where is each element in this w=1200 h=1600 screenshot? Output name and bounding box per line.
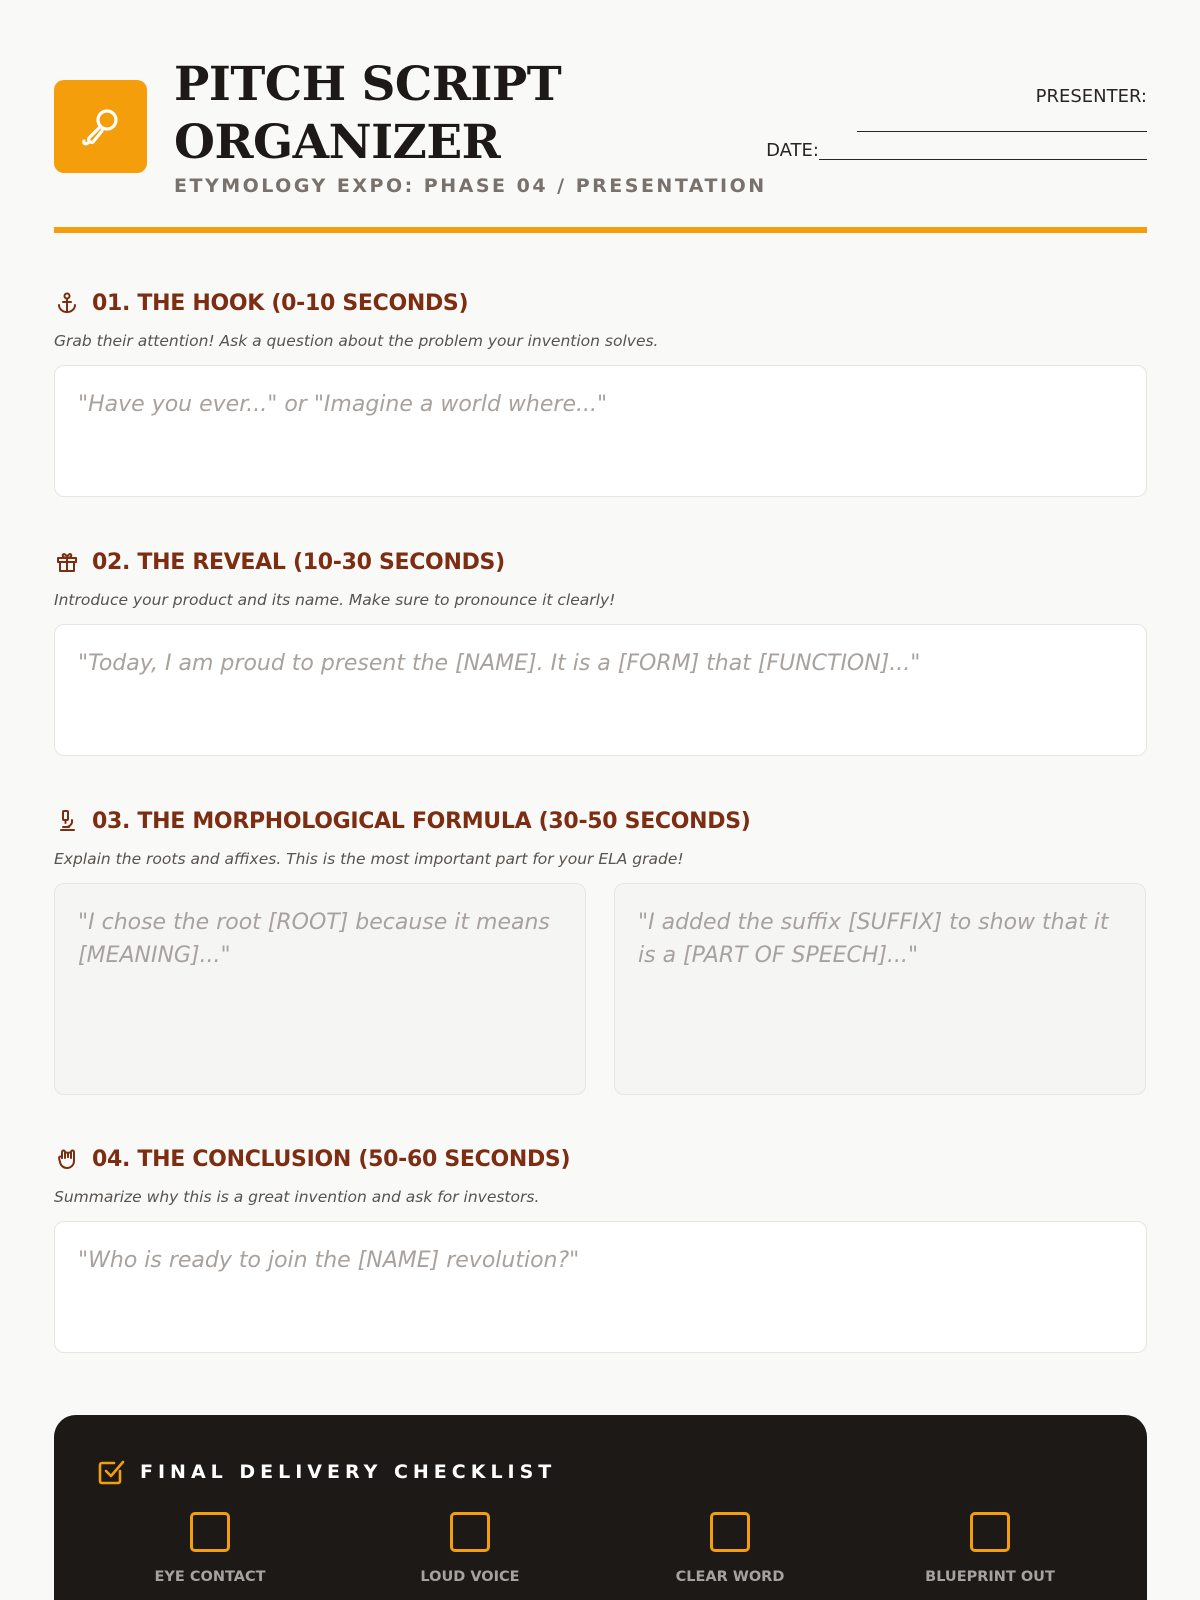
checkbox-checked-icon [96, 1457, 126, 1487]
microscope-icon [54, 808, 80, 834]
gift-icon [54, 549, 80, 575]
section-description: Explain the roots and affixes. This is the most important part for your ELA grade! [54, 850, 684, 868]
suffix-explanation-field[interactable]: "I added the suffix [SUFFIX] to show that it is a [PART OF SPEECH]..." [614, 883, 1146, 1095]
conclusion-script-field[interactable]: "Who is ready to join the [NAME] revolution?" [54, 1221, 1147, 1353]
section-title: 01. THE HOOK (0-10 SECONDS) [92, 290, 469, 316]
page-title [174, 56, 694, 172]
checkbox[interactable] [710, 1512, 750, 1552]
presenter-field[interactable] [857, 131, 1147, 132]
page-subtitle: ETYMOLOGY EXPO: PHASE 04 / PRESENTATION [174, 175, 767, 197]
section-description: Grab their attention! Ask a question about the problem your invention solves. [54, 332, 659, 350]
checkbox[interactable] [450, 1512, 490, 1552]
section-header [54, 1144, 1147, 1174]
section-header [54, 288, 1147, 318]
final-delivery-checklist [54, 1415, 1147, 1600]
section-morphological-formula [54, 806, 1147, 1095]
header [54, 56, 1147, 206]
section-title: 02. THE REVEAL (10-30 SECONDS) [92, 549, 505, 575]
checklist-title: FINAL DELIVERY CHECKLIST [140, 1461, 557, 1483]
section-header [54, 547, 1147, 577]
logo-badge [54, 80, 147, 173]
checklist-item-loud-voice[interactable] [370, 1512, 570, 1585]
hand-rock-icon [54, 1146, 80, 1172]
section-conclusion [54, 1144, 1147, 1353]
section-title: 04. THE CONCLUSION (50-60 SECONDS) [92, 1146, 571, 1172]
checklist-item-clear-word[interactable] [630, 1512, 830, 1585]
title-line-2: ORGANIZER [174, 115, 501, 170]
header-divider [54, 227, 1147, 233]
root-explanation-field[interactable]: "I chose the root [ROOT] because it means [MEANING]..." [54, 883, 586, 1095]
checklist-item-blueprint-out[interactable] [890, 1512, 1090, 1585]
checklist-item-label: LOUD VOICE [420, 1569, 520, 1585]
date-label: DATE: [766, 140, 819, 161]
checklist-items [54, 1512, 1147, 1600]
checkbox[interactable] [970, 1512, 1010, 1552]
presenter-label: PRESENTER: [1035, 86, 1147, 107]
reveal-script-field[interactable]: "Today, I am proud to present the [NAME]. It is a [FORM] that [FUNCTION]..." [54, 624, 1147, 756]
pitch-script-worksheet [54, 0, 1147, 1600]
checklist-header [96, 1457, 556, 1487]
checklist-item-label: EYE CONTACT [154, 1569, 266, 1585]
section-reveal [54, 547, 1147, 756]
checklist-item-eye-contact[interactable] [110, 1512, 310, 1585]
microphone-icon [78, 104, 124, 150]
section-hook [54, 288, 1147, 497]
checklist-item-label: CLEAR WORD [675, 1569, 785, 1585]
title-line-1: PITCH SCRIPT [174, 57, 562, 112]
hook-script-field[interactable]: "Have you ever..." or "Imagine a world where..." [54, 365, 1147, 497]
section-description: Introduce your product and its name. Make sure to pronounce it clearly! [54, 591, 616, 609]
checkbox[interactable] [190, 1512, 230, 1552]
section-title: 03. THE MORPHOLOGICAL FORMULA (30-50 SECONDS) [92, 808, 751, 834]
date-field[interactable] [819, 159, 1147, 160]
section-description: Summarize why this is a great invention and ask for investors. [54, 1188, 540, 1206]
formula-columns [54, 883, 1147, 1095]
section-header [54, 806, 1147, 836]
checklist-item-label: BLUEPRINT OUT [925, 1569, 1055, 1585]
anchor-icon [54, 290, 80, 316]
